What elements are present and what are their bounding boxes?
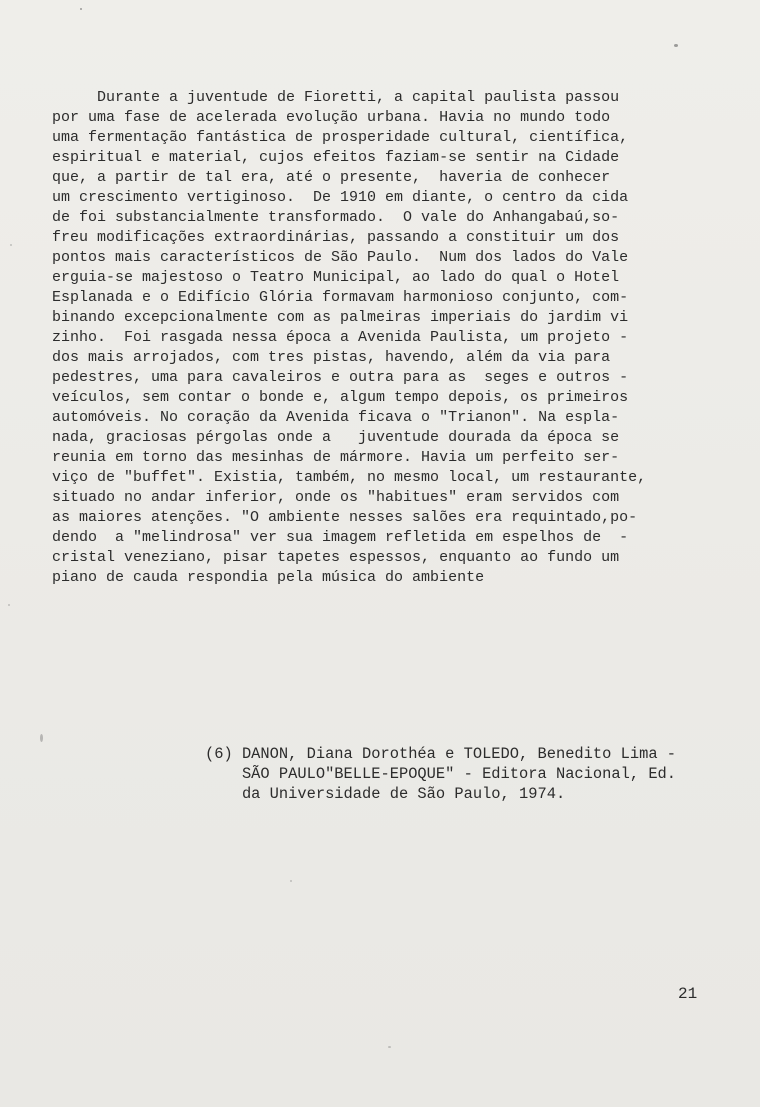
footnote-line: (6) DANON, Diana Dorothéa e TOLEDO, Benedito Lima - (205, 745, 677, 763)
body-line: as maiores atenções. "O ambiente nesses salões era requintado,po- (52, 509, 638, 526)
scan-speck (80, 8, 82, 10)
body-line: erguia-se majestoso o Teatro Municipal, ao lado do qual o Hotel (52, 269, 620, 286)
body-line: pedestres, uma para cavaleiros e outra para as seges e outros - (52, 369, 629, 386)
body-line: nada, graciosas pérgolas onde a juventude dourada da época se (52, 429, 620, 446)
scan-speck (10, 244, 12, 246)
body-line: Durante a juventude de Fioretti, a capital paulista passou (52, 89, 620, 106)
body-line: pontos mais característicos de São Paulo. Num dos lados do Vale (52, 249, 629, 266)
body-line: um crescimento vertiginoso. De 1910 em diante, o centro da cida (52, 189, 629, 206)
body-line: uma fermentação fantástica de prosperidade cultural, científica, (52, 129, 629, 146)
footnote-line: da Universidade de São Paulo, 1974. (205, 785, 566, 803)
body-line: Esplanada e o Edifício Glória formavam harmonioso conjunto, com- (52, 289, 629, 306)
body-line: por uma fase de acelerada evolução urbana. Havia no mundo todo (52, 109, 611, 126)
body-line: freu modificações extraordinárias, passando a constituir um dos (52, 229, 620, 246)
body-line: de foi substancialmente transformado. O vale do Anhangabaú,so- (52, 209, 620, 226)
body-line: automóveis. No coração da Avenida ficava o "Trianon". Na espla- (52, 409, 620, 426)
footnote-line: SÃO PAULO"BELLE-EPOQUE" - Editora Nacional, Ed. (205, 765, 677, 783)
body-line: espiritual e material, cujos efeitos faziam-se sentir na Cidade (52, 149, 620, 166)
body-line: que, a partir de tal era, até o presente, haveria de conhecer (52, 169, 611, 186)
body-line: piano de cauda respondia pela música do ambiente (52, 569, 485, 586)
body-line: cristal veneziano, pisar tapetes espessos, enquanto ao fundo um (52, 549, 620, 566)
body-line: veículos, sem contar o bonde e, algum tempo depois, os primeiros (52, 389, 629, 406)
body-line: dendo a "melindrosa" ver sua imagem refletida em espelhos de - (52, 529, 629, 546)
scan-speck (40, 734, 43, 742)
scan-speck (388, 1046, 391, 1048)
body-line: viço de "buffet". Existia, também, no mesmo local, um restaurante, (52, 469, 647, 486)
scan-speck (290, 880, 292, 882)
page-number: 21 (678, 985, 698, 1003)
scan-speck (8, 604, 10, 606)
body-line: zinho. Foi rasgada nessa época a Avenida Paulista, um projeto - (52, 329, 629, 346)
scan-speck (674, 44, 678, 47)
body-line: dos mais arrojados, com tres pistas, havendo, além da via para (52, 349, 611, 366)
body-line: situado no andar inferior, onde os "habitues" eram servidos com (52, 489, 620, 506)
body-line: reunia em torno das mesinhas de mármore. Havia um perfeito ser- (52, 449, 620, 466)
body-line: binando excepcionalmente com as palmeiras imperiais do jardim vi (52, 309, 629, 326)
